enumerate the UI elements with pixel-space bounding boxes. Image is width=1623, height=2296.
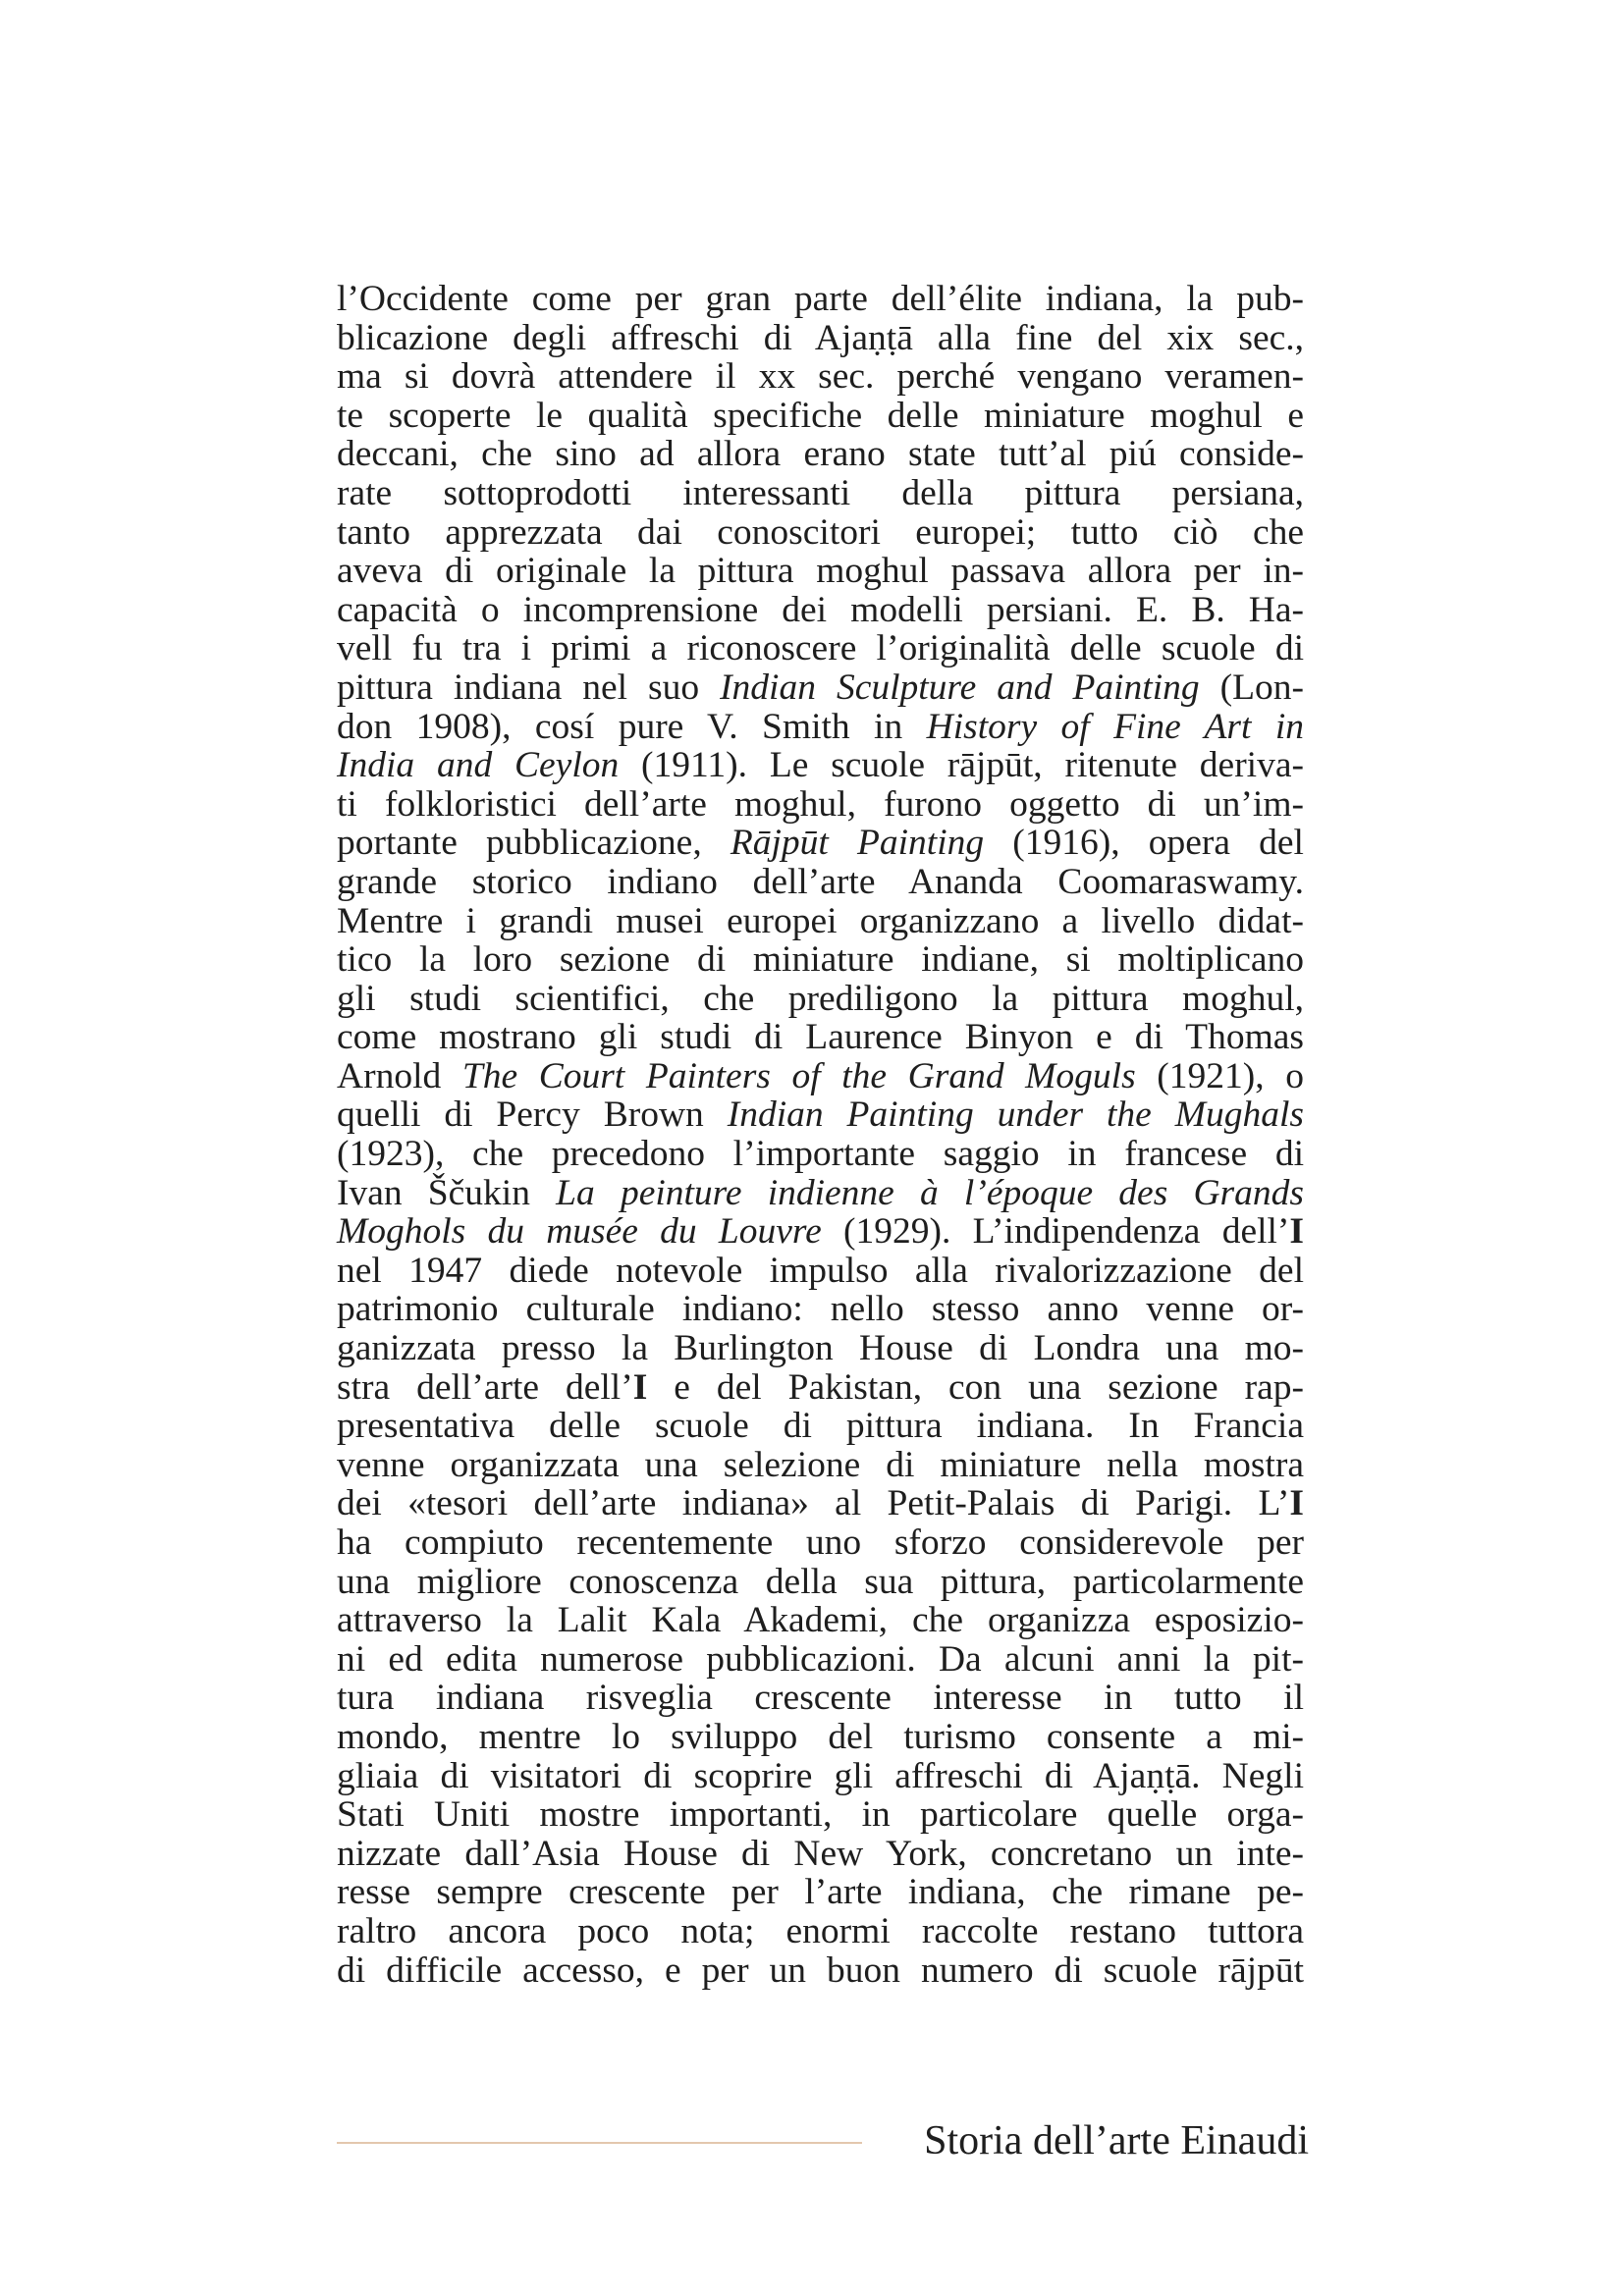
- text-line: vell fu tra i primi a riconoscere l’originalità delle scuole di: [337, 628, 1304, 669]
- text-run: (1916), opera del: [984, 823, 1304, 864]
- book-title: La peinture indienne à l’époque des Grands: [556, 1172, 1304, 1213]
- text-line: nizzate dall’Asia House di New York, concretano un inte-: [337, 1833, 1304, 1874]
- text-run: portante pubblicazione,: [337, 823, 730, 864]
- text-run: (1929). L’indipendenza dell’: [821, 1211, 1290, 1253]
- body-text: [337, 280, 1304, 1990]
- text-line: attraverso la Lalit Kala Akademi, che organizza esposizio-: [337, 1600, 1304, 1641]
- book-title: History of Fine Art in: [926, 706, 1304, 747]
- text-line: presentativa delle scuole di pittura indiana. In Francia: [337, 1406, 1304, 1447]
- text-run: don 1908), cosí pure V. Smith in: [337, 706, 927, 747]
- text-line: nel 1947 diede notevole impulso alla rivalorizzazione del: [337, 1250, 1304, 1291]
- text-line: [337, 1057, 1304, 1096]
- text-line: raltro ancora poco nota; enormi raccolte restano tuttora: [337, 1910, 1304, 1951]
- text-line: capacità o incomprensione dei modelli persiani. E. B. Ha-: [337, 589, 1304, 630]
- text-line: rate sottoprodotti interessanti della pittura persiana,: [337, 472, 1304, 513]
- text-line: [337, 746, 1304, 785]
- text-line: gli studi scientifici, che prediligono la pittura moghul,: [337, 978, 1304, 1019]
- text-line: [337, 824, 1304, 863]
- text-line: come mostrano gli studi di Laurence Binyon e di Thomas: [337, 1017, 1304, 1058]
- book-title: Indian Painting under the Mughals: [727, 1095, 1304, 1136]
- footer-publication-title: Storia dell’arte Einaudi: [924, 2118, 1309, 2163]
- text-line: venne organizzata una selezione di miniature nella mostra: [337, 1444, 1304, 1485]
- text-line: (1923), che precedono l’importante saggio in francese di: [337, 1134, 1304, 1175]
- text-line: ni ed edita numerose pubblicazioni. Da alcuni anni la pit-: [337, 1638, 1304, 1680]
- cross-reference: I: [1289, 1483, 1304, 1524]
- text-run: pittura indiana nel suo: [337, 667, 721, 708]
- text-line: [337, 1174, 1304, 1213]
- text-run: (1921), o: [1135, 1055, 1304, 1096]
- text-line: te scoperte le qualità specifiche delle miniature moghul e: [337, 395, 1304, 436]
- text-line: una migliore conoscenza della sua pittura, particolarmente: [337, 1561, 1304, 1602]
- text-line: [337, 1212, 1304, 1252]
- text-line: patrimonio culturale indiano: nello stesso anno venne or-: [337, 1289, 1304, 1330]
- text-line: [337, 708, 1304, 747]
- text-line: Stati Uniti mostre importanti, in particolare quelle orga-: [337, 1794, 1304, 1836]
- book-title: India and Ceylon: [337, 745, 620, 786]
- text-line: blicazione degli affreschi di Ajaṇṭā alla fine del xix sec.,: [337, 317, 1304, 358]
- text-line: l’Occidente come per gran parte dell’élite indiana, la pub-: [337, 279, 1304, 319]
- text-line: ma si dovrà attendere il xx sec. perché vengano veramen-: [337, 356, 1304, 398]
- text-run: (1911). Le scuole rājpūt, ritenute deriva-: [619, 745, 1304, 786]
- text-line: aveva di originale la pittura moghul passava allora per in-: [337, 551, 1304, 592]
- text-line: ganizzata presso la Burlington House di Londra una mo-: [337, 1328, 1304, 1369]
- text-line: grande storico indiano dell’arte Ananda Coomaraswamy.: [337, 861, 1304, 902]
- text-run: Ivan Ščukin: [337, 1172, 557, 1213]
- text-line: tanto apprezzata dai conoscitori europei; tutto ciò che: [337, 511, 1304, 553]
- cross-reference: I: [632, 1366, 648, 1408]
- book-title: Rājpūt Painting: [730, 823, 985, 864]
- cross-reference: I: [1289, 1211, 1305, 1253]
- book-title: The Court Painters of the Grand Moguls: [461, 1055, 1136, 1096]
- text-line: Mentre i grandi musei europei organizzano a livello didat-: [337, 900, 1304, 941]
- footer-divider: [337, 2142, 862, 2144]
- text-run: dei «tesori dell’arte indiana» al Petit-Palais di Parigi. L’: [337, 1483, 1290, 1524]
- text-run: stra dell’arte dell’: [337, 1366, 633, 1408]
- text-line: tura indiana risveglia crescente interesse in tutto il: [337, 1678, 1304, 1719]
- book-title: Moghols du musée du Louvre: [337, 1211, 822, 1253]
- text-line: [337, 1484, 1304, 1523]
- text-line: [337, 1095, 1304, 1135]
- text-line: [337, 1368, 1304, 1408]
- text-line: tico la loro sezione di miniature indiane, si moltiplicano: [337, 939, 1304, 981]
- text-line: resse sempre crescente per l’arte indiana, che rimane pe-: [337, 1872, 1304, 1913]
- text-run: quelli di Percy Brown: [337, 1095, 728, 1136]
- text-line: ha compiuto recentemente uno sforzo considerevole per: [337, 1522, 1304, 1563]
- text-run: Arnold: [337, 1055, 462, 1096]
- text-line: deccani, che sino ad allora erano state tutt’al piú conside-: [337, 434, 1304, 475]
- text-run: (Lon-: [1199, 667, 1304, 708]
- text-line: ti folkloristici dell’arte moghul, furono oggetto di un’im-: [337, 783, 1304, 825]
- text-line: di difficile accesso, e per un buon numero di scuole rājpūt: [337, 1949, 1304, 1991]
- book-title: Indian Sculpture and Painting: [720, 667, 1200, 708]
- text-run: e del Pakistan, con una sezione rap-: [647, 1366, 1305, 1408]
- text-line: [337, 668, 1304, 708]
- text-line: mondo, mentre lo sviluppo del turismo consente a mi-: [337, 1716, 1304, 1757]
- text-line: gliaia di visitatori di scoprire gli affreschi di Ajaṇṭā. Negli: [337, 1755, 1304, 1796]
